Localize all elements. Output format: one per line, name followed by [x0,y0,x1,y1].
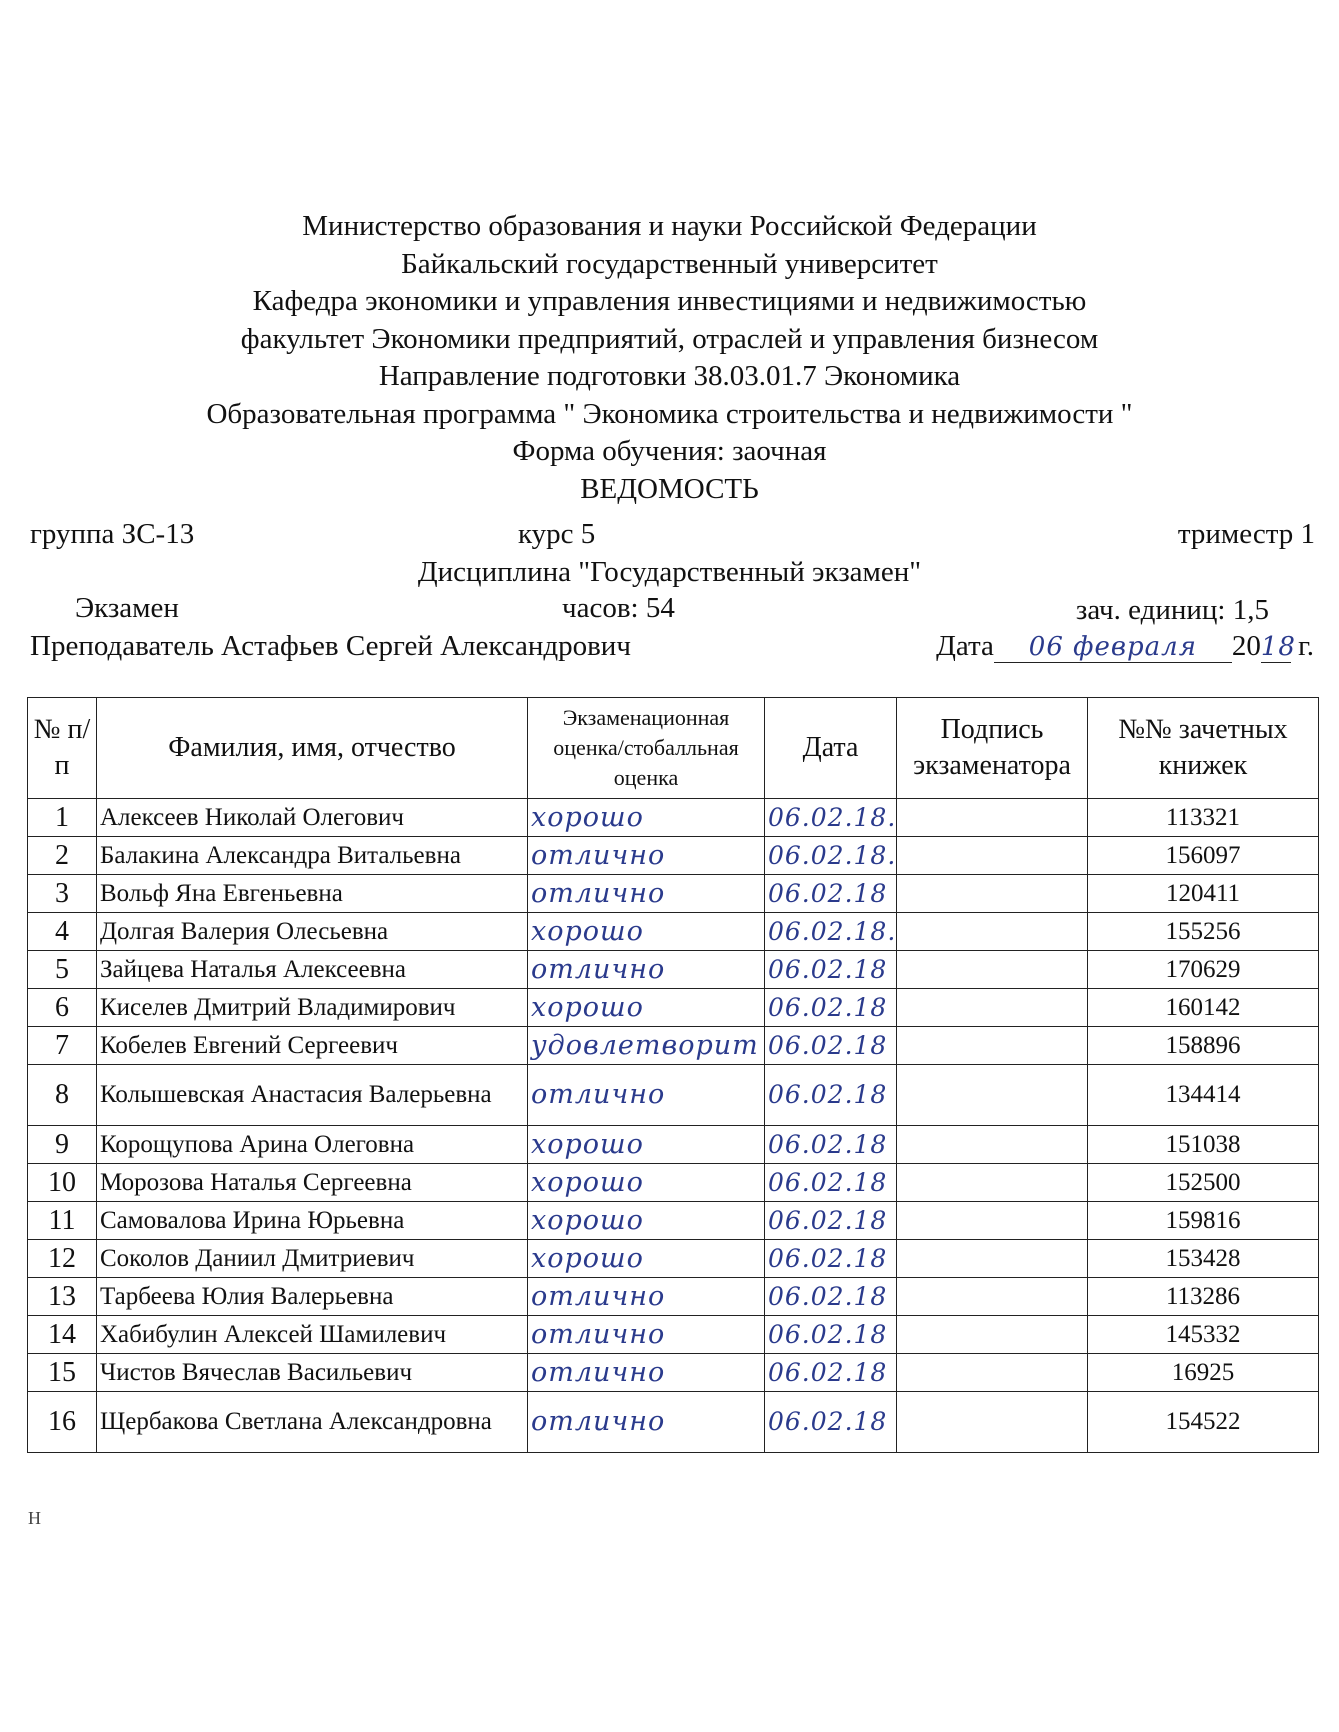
exam-date: 06.02.18 [765,989,897,1027]
examiner-signature [897,1027,1088,1065]
record-book-number: 155256 [1088,913,1319,951]
exam-grade: отлично [528,837,765,875]
record-book-number: 156097 [1088,837,1319,875]
table-body [28,799,1319,1453]
exam-date: 06.02.18 [765,1392,897,1453]
hours-label: часов: 54 [562,592,675,624]
row-number: 2 [28,837,97,875]
exam-grade: хорошо [528,1240,765,1278]
examiner-signature [897,1065,1088,1126]
exam-date: 06.02.18 [765,1240,897,1278]
examiner-signature [897,989,1088,1027]
table-row [28,1240,1319,1278]
col-header-date: Дата [765,698,897,799]
exam-grade: хорошо [528,1164,765,1202]
record-book-number: 145332 [1088,1316,1319,1354]
record-book-number: 153428 [1088,1240,1319,1278]
table-row [28,1065,1319,1126]
exam-date: 06.02.18. [765,913,897,951]
record-book-number: 113321 [1088,799,1319,837]
student-name: Хабибулин Алексей Шамилевич [97,1316,528,1354]
row-number: 6 [28,989,97,1027]
year-suffix: г. [1290,630,1314,662]
year-prefix: 20 [1231,630,1261,662]
examiner-signature [897,837,1088,875]
exam-grade: отлично [528,875,765,913]
student-name: Корощупова Арина Олеговна [97,1126,528,1164]
document-title: ВЕДОМОСТЬ [580,472,759,505]
discipline-label: Дисциплина "Государственный экзамен" [417,556,922,588]
student-name: Самовалова Ирина Юрьевна [97,1202,528,1240]
row-number: 4 [28,913,97,951]
examiner-signature [897,1392,1088,1453]
ministry-line: Министерство образования и науки Российской Федерации [302,210,1037,242]
student-name: Алексеев Николай Олегович [97,799,528,837]
group-label: группа ЗС-13 [30,518,195,550]
table-row [28,1027,1319,1065]
table-row [28,1278,1319,1316]
col-header-book: №№ зачетных книжек [1088,698,1319,799]
handwritten-year: 18 [1260,632,1296,662]
study-form-line: Форма обучения: заочная [512,435,827,467]
record-book-number: 159816 [1088,1202,1319,1240]
record-book-number: 170629 [1088,951,1319,989]
student-name: Кобелев Евгений Сергеевич [97,1027,528,1065]
examiner-signature [897,1278,1088,1316]
exam-date: 06.02.18. [765,837,897,875]
record-book-number: 134414 [1088,1065,1319,1126]
row-number: 11 [28,1202,97,1240]
student-name: Колышевская Анастасия Валерьевна [97,1065,528,1126]
row-number: 9 [28,1126,97,1164]
exam-grade: хорошо [528,1126,765,1164]
row-number: 13 [28,1278,97,1316]
row-number: 12 [28,1240,97,1278]
table-row [28,1316,1319,1354]
row-number: 1 [28,799,97,837]
exam-date: 06.02.18 [765,1065,897,1126]
student-name: Тарбеева Юлия Валерьевна [97,1278,528,1316]
row-number: 8 [28,1065,97,1126]
row-number: 10 [28,1164,97,1202]
row-number: 3 [28,875,97,913]
col-header-num: № п/п [28,698,97,799]
student-name: Вольф Яна Евгеньевна [97,875,528,913]
university-line: Байкальский государственный университет [401,247,938,280]
examiner-signature [897,1126,1088,1164]
table-row [28,837,1319,875]
table-row [28,951,1319,989]
exam-grade: хорошо [528,799,765,837]
table-row [28,913,1319,951]
exam-grade: отлично [528,1392,765,1453]
exam-date-block [936,630,1314,663]
teacher-label: Преподаватель Астафьев Сергей Александрович [30,630,631,662]
examiner-signature [897,1240,1088,1278]
record-book-number: 158896 [1088,1027,1319,1065]
record-book-number: 151038 [1088,1126,1319,1164]
exam-date: 06.02.18. [765,799,897,837]
student-name: Долгая Валерия Олесьевна [97,913,528,951]
student-name: Балакина Александра Витальевна [97,837,528,875]
credits-label: зач. единиц: 1,5 [1075,594,1269,626]
col-header-grade: Экзаменационная оценка/стобалльная оценка [528,698,765,799]
exam-date: 06.02.18 [765,1164,897,1202]
record-book-number: 152500 [1088,1164,1319,1202]
examiner-signature [897,1354,1088,1392]
student-name: Зайцева Наталья Алексеевна [97,951,528,989]
record-book-number: 113286 [1088,1278,1319,1316]
record-book-number: 154522 [1088,1392,1319,1453]
exam-date: 06.02.18 [765,1316,897,1354]
row-number: 5 [28,951,97,989]
document-header [0,208,1339,508]
date-label: Дата [936,630,994,662]
student-name: Чистов Вячеслав Васильевич [97,1354,528,1392]
student-name: Щербакова Светлана Александровна [97,1392,528,1453]
table-row [28,1202,1319,1240]
examiner-signature [897,1202,1088,1240]
table-row [28,1126,1319,1164]
exam-grade: удовлетворит [528,1027,765,1065]
exam-date: 06.02.18 [765,951,897,989]
student-name: Морозова Наталья Сергеевна [97,1164,528,1202]
record-book-number: 16925 [1088,1354,1319,1392]
stray-mark: Н [28,1508,41,1528]
exam-date: 06.02.18 [765,1027,897,1065]
direction-line: Направление подготовки 38.03.01.7 Экономика [378,360,961,392]
row-number: 15 [28,1354,97,1392]
exam-date: 06.02.18 [765,1202,897,1240]
col-header-signature: Подпись экзаменатора [897,698,1088,799]
exam-grade: хорошо [528,913,765,951]
course-label: курс 5 [518,518,596,550]
row-number: 7 [28,1027,97,1065]
examiner-signature [897,799,1088,837]
student-name: Соколов Даниил Дмитриевич [97,1240,528,1278]
table-row [28,799,1319,837]
exam-date: 06.02.18 [765,875,897,913]
col-header-name: Фамилия, имя, отчество [97,698,528,799]
department-line: Кафедра экономики и управления инвестициями и недвижимостью [252,285,1087,317]
exam-grade: отлично [528,1278,765,1316]
table-header-row [28,698,1319,799]
exam-grade: хорошо [528,989,765,1027]
exam-date: 06.02.18 [765,1354,897,1392]
table-row [28,1392,1319,1453]
table-row [28,989,1319,1027]
exam-grade: хорошо [528,1202,765,1240]
faculty-line: факультет Экономики предприятий, отраслей и управления бизнесом [240,322,1099,355]
row-number: 16 [28,1392,97,1453]
examiner-signature [897,1164,1088,1202]
table-row [28,1354,1319,1392]
exam-date: 06.02.18 [765,1278,897,1316]
exam-grade: отлично [528,1316,765,1354]
examiner-signature [897,1316,1088,1354]
student-name: Киселев Дмитрий Владимирович [97,989,528,1027]
exam-date: 06.02.18 [765,1126,897,1164]
row-number: 14 [28,1316,97,1354]
record-book-number: 120411 [1088,875,1319,913]
program-line: Образовательная программа " Экономика строительства и недвижимости " [206,397,1133,430]
examiner-signature [897,913,1088,951]
record-book-number: 160142 [1088,989,1319,1027]
table-row [28,875,1319,913]
examiner-signature [897,951,1088,989]
trimester-label: триместр 1 [1177,518,1315,550]
exam-grade: отлично [528,1065,765,1126]
handwritten-date: 06 февраля [994,632,1232,663]
examiner-signature [897,875,1088,913]
table-row [28,1164,1319,1202]
exam-grade: отлично [528,951,765,989]
exam-type-label: Экзамен [75,592,179,624]
exam-grade: отлично [528,1354,765,1392]
grade-sheet-table [27,697,1319,1453]
